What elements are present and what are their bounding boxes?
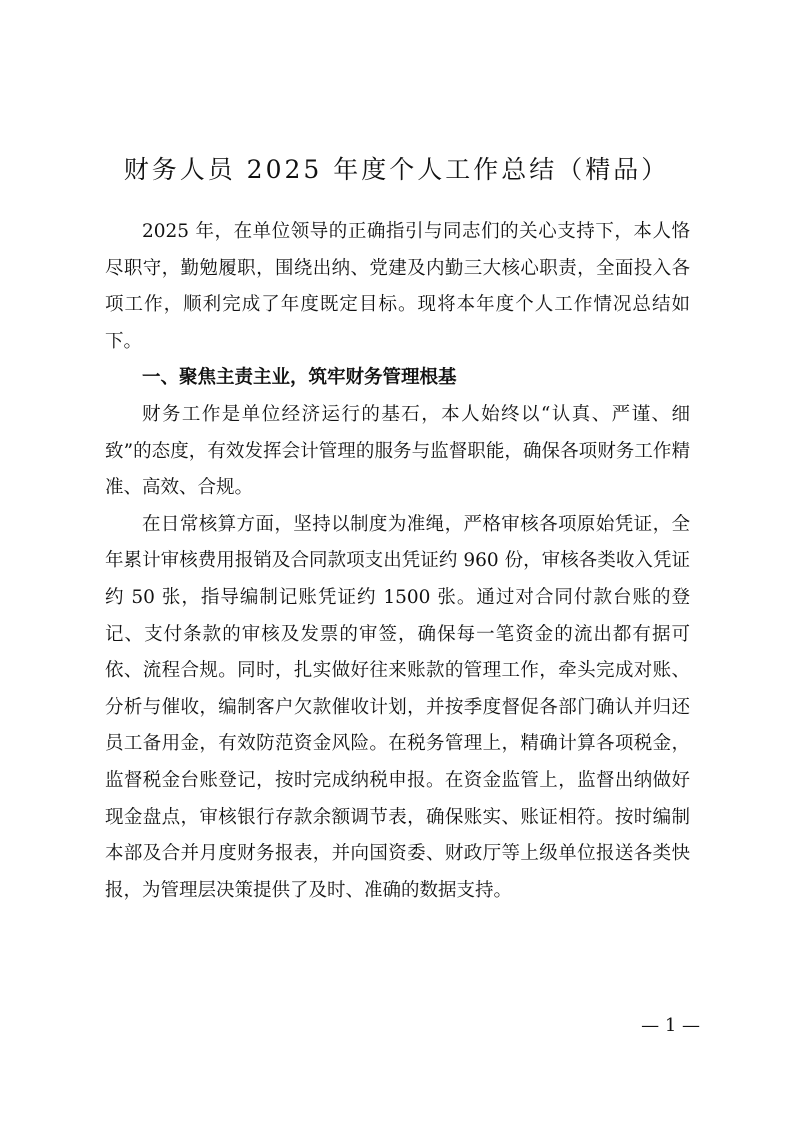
intro-paragraph: 2025 年，在单位领导的正确指引与同志们的关心支持下，本人恪尽职守，勤勉履职，围绕出纳、党建及内勤三大核心职责，全面投入各项工作，顺利完成了年度既定目标。现将本年度个人工作情况总结如下。 (105, 221, 690, 352)
section-paragraph-2: 在日常核算方面，坚持以制度为准绳，严格审核各项原始凭证，全年累计审核费用报销及合同款项支出凭证约 960 份，审核各类收入凭证约 50 张，指导编制记账凭证约 1500 张。通过对合同付款台账的登记、支付条款的审核及发票的审签，确保每一笔资金的流出都有据可依、流程合规。同时，扎实做好往来账款的管理工作，牵头完成对账、分析与催收，编制客户欠款催收计划，并按季度督促各部门确认并归还员工备用金，有效防范资金风险。在税务管理上，精确计算各项税金，监督税金台账登记，按时完成纳税申报。在资金监管上，监督出纳做好现金盘点，审核银行存款余额调节表，确保账实、账证相符。按时编制本部及合并月度财务报表，并向国资委、财政厅等上级单位报送各类快报，为管理层决策提供了及时、准确的数据支持。 (105, 513, 690, 901)
document-body (105, 214, 690, 909)
section-paragraph-1: 财务工作是单位经济运行的基石，本人始终以“认真、严谨、细致”的态度，有效发挥会计管理的服务与监督职能，确保各项财务工作精准、高效、合规。 (105, 403, 690, 499)
page-number: — 1 — (641, 1015, 700, 1036)
section-heading: 一、聚焦主责主业，筑牢财务管理根基 (142, 367, 457, 389)
document-title: 财务人员 2025 年度个人工作总结（精品） (123, 155, 670, 184)
